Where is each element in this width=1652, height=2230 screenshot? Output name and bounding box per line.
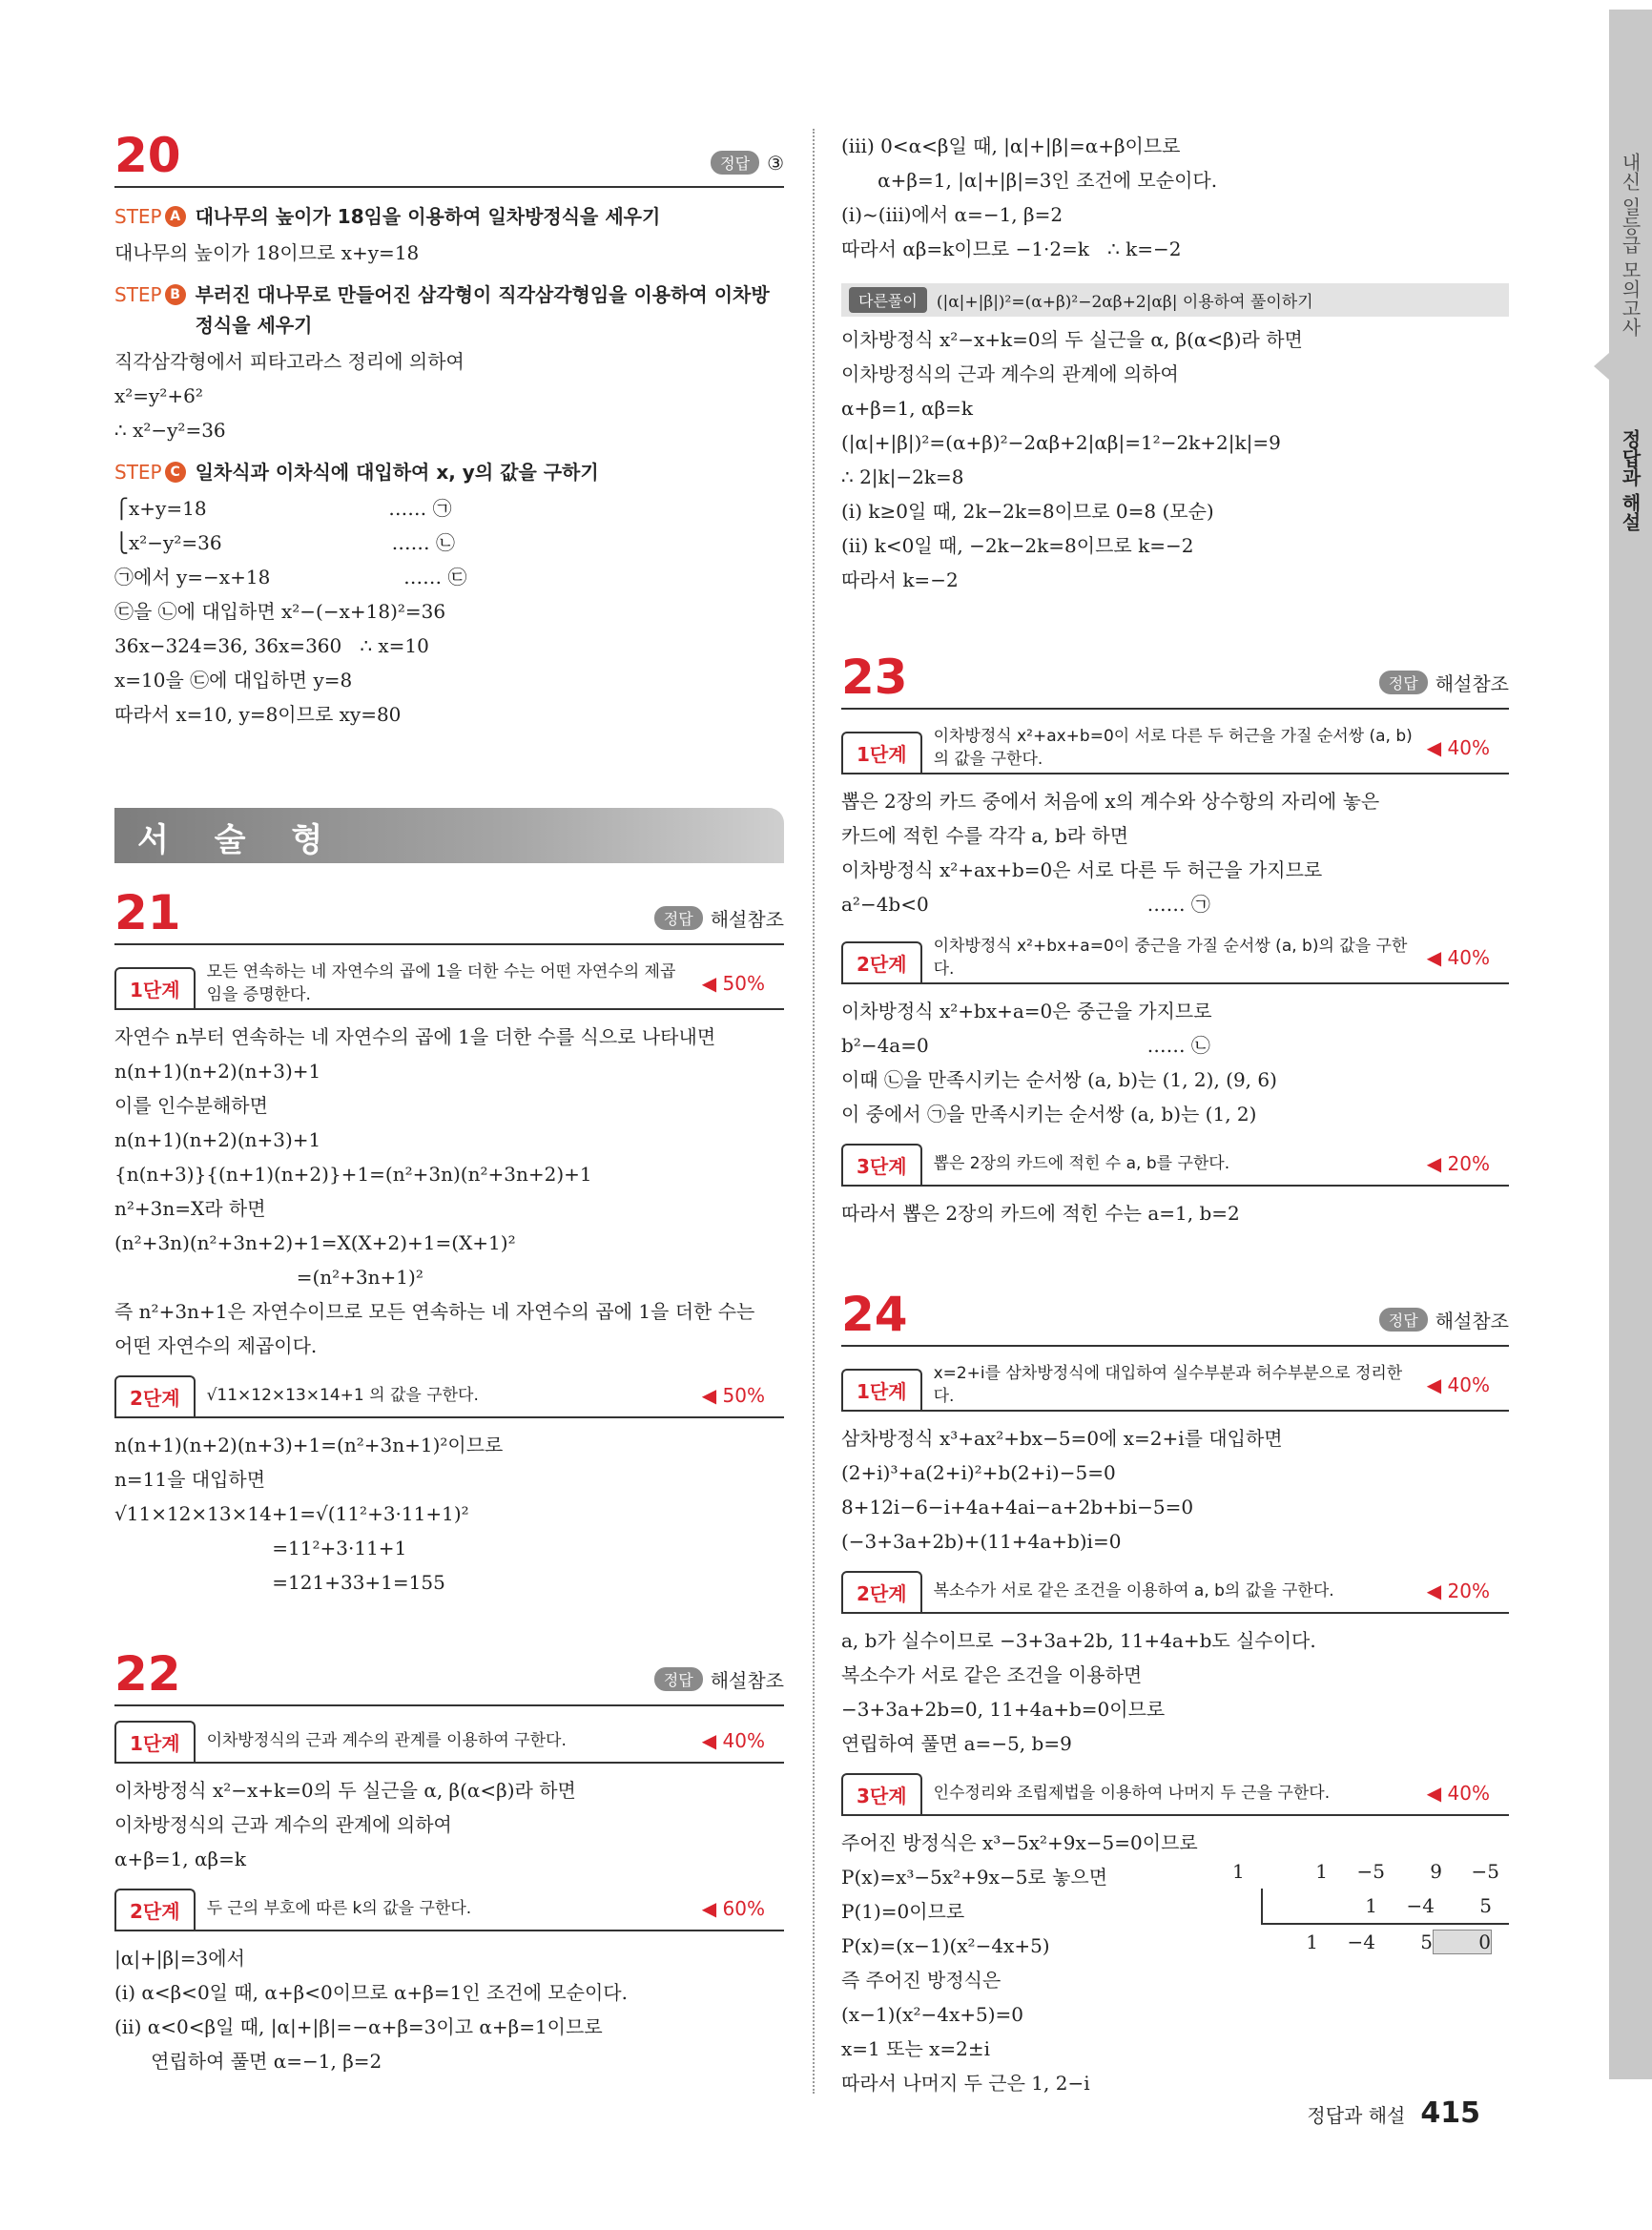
problem-number: 24 — [841, 1287, 908, 1342]
stage-3 — [841, 1143, 1509, 1187]
synthetic-division — [1232, 1854, 1509, 1959]
stage-label: 1단계 — [841, 1369, 922, 1410]
stage-label: 1단계 — [114, 1721, 196, 1762]
stage-1 — [841, 723, 1509, 774]
solution-line: 어떤 자연수의 제곱이다. — [114, 1334, 318, 1357]
answer-tag: 정답 — [1379, 1308, 1428, 1332]
stage-text: 이차방정식의 근과 계수의 관계를 이용하여 구한다. — [206, 1731, 567, 1750]
problem-number: 21 — [114, 885, 181, 940]
step-label-text: STEP — [114, 283, 162, 306]
synthetic-division-row — [1232, 1854, 1509, 1889]
step-a — [114, 201, 784, 232]
stage-percent: ◀ 60% — [701, 1897, 765, 1920]
solution-line: P(1)=0이므로 — [841, 1900, 965, 1923]
stage-text: 복소수가 서로 같은 조건을 이용하여 a, b의 값을 구한다. — [933, 1581, 1334, 1600]
step-b — [114, 279, 784, 341]
stage-2 — [114, 1374, 784, 1418]
coef: −4 — [1406, 1894, 1435, 1917]
step-c-label — [114, 457, 186, 487]
problem-23-header — [841, 650, 1509, 710]
coef: 1 — [1306, 1931, 1318, 1953]
stage-1 — [114, 1720, 784, 1764]
alt-line: 따라서 k=−2 — [841, 568, 959, 591]
solution-line: 연립하여 풀면 α=−1, β=2 — [114, 2050, 382, 2073]
side-tab-arrow-icon — [1594, 353, 1609, 380]
solution-line: (ⅱ) α<0<β일 때, |α|+|β|=−α+β=3이고 α+β=1이므로 — [114, 2015, 603, 2038]
answer-tag: 정답 — [1379, 671, 1428, 694]
problem-number: 22 — [114, 1646, 181, 1702]
answer-value: 해설참조 — [1435, 1310, 1509, 1332]
solution-line: (−3+3a+2b)+(11+4a+b)i=0 — [841, 1530, 1122, 1553]
step-c-line: 36x−324=36, 36x=360 ∴ x=10 — [114, 634, 429, 657]
stage-percent: ◀ 50% — [701, 972, 765, 995]
stage-2 — [841, 1570, 1509, 1614]
coef: 1 — [1365, 1894, 1377, 1917]
step-c — [114, 457, 784, 487]
answer — [654, 904, 784, 939]
problem-number: 20 — [114, 128, 181, 183]
alt-line: (|α|+|β|)²=(α+β)²−2αβ+2|αβ|=1²−2k+2|k|=9 — [841, 431, 1281, 454]
answer — [1379, 1306, 1509, 1341]
solution-line: x=1 또는 x=2±i — [841, 2037, 991, 2060]
problem-23 — [841, 650, 1509, 1230]
solution-line: =(n²+3n+1)² — [114, 1266, 423, 1289]
problem-number: 23 — [841, 650, 908, 705]
stage-label: 2단계 — [841, 1571, 922, 1612]
solution-line: {n(n+3)}{(n+1)(n+2)}+1=(n²+3n)(n²+3n+2)+1 — [114, 1163, 592, 1186]
answer-value: 해설참조 — [710, 908, 784, 931]
divisor: 1 — [1232, 1860, 1245, 1883]
step-b-line: x²=y²+6² — [114, 384, 203, 407]
problem-24 — [841, 1288, 1509, 2100]
step-c-line: x=10을 ㉢에 대입하면 y=8 — [114, 669, 353, 692]
solution-line: 카드에 적힌 수를 각각 a, b라 하면 — [841, 824, 1129, 847]
step-b-title: 부러진 대나무로 만들어진 삼각형이 직각삼각형임을 이용하여 이차방정식을 세우기 — [195, 283, 770, 337]
stage-percent: ◀ 20% — [1426, 1580, 1490, 1602]
alternative-solution-header — [841, 283, 1509, 317]
stage-label: 3단계 — [841, 1144, 922, 1185]
solution-line: P(x)=x³−5x²+9x−5로 놓으면 — [841, 1866, 1108, 1889]
solution-line: =11²+3·11+1 — [114, 1537, 407, 1559]
solution-line: n(n+1)(n+2)(n+3)+1 — [114, 1060, 321, 1083]
alt-line: (ⅰ) k≥0일 때, 2k−2k=8이므로 0=8 (모순) — [841, 500, 1214, 523]
solution-line: n(n+1)(n+2)(n+3)+1=(n²+3n+1)²이므로 — [114, 1434, 504, 1456]
solution-line: (n²+3n)(n²+3n+2)+1=X(X+2)+1=(X+1)² — [114, 1231, 516, 1254]
step-letter-icon: B — [165, 284, 186, 305]
coef: −5 — [1471, 1860, 1499, 1883]
stage-label: 1단계 — [114, 967, 196, 1008]
solution-line: α+β=1, αβ=k — [114, 1848, 246, 1870]
synthetic-division-row — [1270, 1925, 1509, 1959]
remainder: 0 — [1433, 1930, 1492, 1954]
solution-line: P(x)=(x−1)(x²−4x+5) — [841, 1934, 1050, 1957]
stage-label: 1단계 — [841, 732, 922, 773]
problem-24-header — [841, 1288, 1509, 1347]
stage-label: 2단계 — [114, 1375, 196, 1416]
solution-line: 이차방정식 x²+bx+a=0은 중근을 가지므로 — [841, 1000, 1212, 1022]
solution-line: a²−4b<0 …… ㉠ — [841, 893, 1210, 916]
solution-line: 이때 ㉡을 만족시키는 순서쌍 (a, b)는 (1, 2), (9, 6) — [841, 1068, 1277, 1091]
solution-line: |α|+|β|=3에서 — [114, 1947, 245, 1970]
alternative-title: (|α|+|β|)²=(α+β)²−2αβ+2|αβ| 이용하여 풀이하기 — [936, 293, 1313, 312]
solution-line: (ⅰ) α<β<0일 때, α+β<0이므로 α+β=1인 조건에 모순이다. — [114, 1981, 628, 2004]
stage-1 — [841, 1360, 1509, 1412]
alt-line: α+β=1, αβ=k — [841, 397, 973, 420]
solution-line: 이차방정식 x²−x+k=0의 두 실근을 α, β(α<β)라 하면 — [114, 1779, 576, 1802]
stage-percent: ◀ 40% — [701, 1729, 765, 1752]
synthetic-division-row — [1261, 1889, 1509, 1925]
page-number: 415 — [1420, 2096, 1480, 2130]
answer-value: 해설참조 — [1435, 672, 1509, 695]
alt-line: ∴ 2|k|−2k=8 — [841, 465, 964, 488]
stage-2 — [114, 1888, 784, 1931]
left-column — [114, 129, 784, 2078]
stage-text: 뽑은 2장의 카드에 적힌 수 a, b를 구한다. — [933, 1154, 1230, 1173]
alt-line: 이차방정식의 근과 계수의 관계에 의하여 — [841, 362, 1179, 385]
step-a-line: 대나무의 높이가 18이므로 x+y=18 — [114, 241, 420, 264]
problem-20-header — [114, 129, 784, 188]
step-b-line: 직각삼각형에서 피타고라스 정리에 의하여 — [114, 350, 465, 373]
step-b-label — [114, 279, 186, 310]
solution-line: 이를 인수분해하면 — [114, 1094, 268, 1117]
stage-text: x=2+i를 삼차방정식에 대입하여 실수부분과 허수부분으로 정리한다. — [933, 1364, 1403, 1406]
step-a-title: 대나무의 높이가 18임을 이용하여 일차방정식을 세우기 — [195, 205, 661, 228]
solution-line: (x−1)(x²−4x+5)=0 — [841, 2003, 1023, 2026]
stage-percent: ◀ 40% — [1426, 1373, 1490, 1396]
solution-line: 자연수 n부터 연속하는 네 자연수의 곱에 1을 더한 수를 식으로 나타내면 — [114, 1025, 716, 1048]
solution-line: 복소수가 서로 같은 조건을 이용하면 — [841, 1663, 1143, 1686]
stage-label: 3단계 — [841, 1773, 922, 1814]
alt-line: 이차방정식 x²−x+k=0의 두 실근을 α, β(α<β)라 하면 — [841, 328, 1303, 351]
problem-20 — [114, 129, 784, 732]
answer-value: ③ — [767, 151, 784, 175]
coef: −4 — [1347, 1931, 1375, 1953]
solution-line: 이차방정식 x²+ax+b=0은 서로 다른 두 허근을 가지므로 — [841, 858, 1323, 881]
stage-percent: ◀ 50% — [701, 1384, 765, 1407]
solution-line: 주어진 방정식은 x³−5x²+9x−5=0이므로 — [841, 1831, 1198, 1854]
solution-line: 연립하여 풀면 a=−5, b=9 — [841, 1732, 1072, 1755]
footer-label: 정답과 해설 — [1307, 2104, 1406, 2127]
side-tab — [1609, 10, 1652, 2079]
side-tab-top-label: 내신 일등급 모의고사 — [1619, 153, 1642, 337]
step-c-line: 따라서 x=10, y=8이므로 xy=80 — [114, 703, 402, 726]
solution-line: 삼차방정식 x³+ax²+bx−5=0에 x=2+i를 대입하면 — [841, 1427, 1283, 1450]
step-letter-icon: C — [165, 462, 186, 483]
stage-text: 모든 연속하는 네 자연수의 곱에 1을 더한 수는 어떤 자연수의 제곱임을 증명한다. — [206, 962, 676, 1004]
answer — [654, 1665, 784, 1701]
stage-3 — [841, 1772, 1509, 1816]
solution-line: 따라서 αβ=k이므로 −1·2=k ∴ k=−2 — [841, 237, 1182, 260]
stage-2 — [841, 933, 1509, 984]
answer-value: 해설참조 — [710, 1669, 784, 1692]
solution-line: √11×12×13×14+1=√(11²+3·11+1)² — [114, 1502, 469, 1525]
solution-line: a, b가 실수이므로 −3+3a+2b, 11+4a+b도 실수이다. — [841, 1629, 1316, 1652]
solution-line: 이 중에서 ㉠을 만족시키는 순서쌍 (a, b)는 (1, 2) — [841, 1103, 1257, 1125]
stage-percent: ◀ 40% — [1426, 946, 1490, 969]
solution-line: (2+i)³+a(2+i)²+b(2+i)−5=0 — [841, 1461, 1116, 1484]
stage-percent: ◀ 40% — [1426, 736, 1490, 759]
answer-tag: 정답 — [654, 906, 703, 930]
coef: 5 — [1479, 1894, 1492, 1917]
solution-line: 즉 n²+3n+1은 자연수이므로 모든 연속하는 네 자연수의 곱에 1을 더한 수는 — [114, 1300, 755, 1323]
problem-21-header — [114, 886, 784, 945]
step-c-line: ㉢을 ㉡에 대입하면 x²−(−x+18)²=36 — [114, 600, 446, 623]
page-footer — [1307, 2096, 1480, 2130]
stage-1 — [114, 959, 784, 1010]
solution-line: (ⅰ)~(ⅲ)에서 α=−1, β=2 — [841, 203, 1063, 226]
coef: 9 — [1430, 1860, 1442, 1883]
section-title: 서 술 형 — [137, 821, 341, 859]
answer — [1379, 669, 1509, 704]
step-c-line: ㉠에서 y=−x+18 …… ㉢ — [114, 566, 467, 588]
alternative-tag: 다른풀이 — [849, 287, 927, 313]
stage-text: 이차방정식 x²+ax+b=0이 서로 다른 두 허근을 가질 순서쌍 (a, b)의 값을 구한다. — [933, 727, 1413, 769]
step-c-line: ⎩x²−y²=36 …… ㉡ — [114, 531, 455, 554]
step-c-line: ⎧x+y=18 …… ㉠ — [114, 497, 452, 520]
column-divider — [813, 129, 815, 2094]
problem-22 — [114, 1647, 784, 2078]
step-a-label — [114, 201, 186, 232]
solution-line: n(n+1)(n+2)(n+3)+1 — [114, 1128, 321, 1151]
solution-line: =121+33+1=155 — [114, 1571, 445, 1594]
step-c-title: 일차식과 이차식에 대입하여 x, y의 값을 구하기 — [195, 461, 599, 484]
right-column — [841, 129, 1509, 2100]
solution-line: n²+3n=X라 하면 — [114, 1197, 266, 1220]
answer — [711, 151, 784, 182]
stage-percent: ◀ 20% — [1426, 1152, 1490, 1175]
coef: 5 — [1420, 1931, 1433, 1953]
problem-21 — [114, 886, 784, 1600]
stage-3-body — [841, 1826, 1509, 2100]
stage-text: √11×12×13×14+1 의 값을 구한다. — [206, 1386, 479, 1405]
stage-label: 2단계 — [114, 1889, 196, 1930]
step-label-text: STEP — [114, 461, 162, 484]
step-label-text: STEP — [114, 205, 162, 228]
side-tab-bottom-label: 정답과 해설 — [1619, 429, 1642, 531]
stage-text: 이차방정식 x²+bx+a=0이 중근을 가질 순서쌍 (a, b)의 값을 구한다. — [933, 937, 1408, 979]
stage-percent: ◀ 40% — [1426, 1782, 1490, 1805]
coef: 1 — [1315, 1860, 1328, 1883]
stage-text: 인수정리와 조립제법을 이용하여 나머지 두 근을 구한다. — [933, 1784, 1331, 1803]
solution-line: (ⅲ) 0<α<β일 때, |α|+|β|=α+β이므로 — [841, 134, 1181, 157]
solution-line: 뽑은 2장의 카드 중에서 처음에 x의 계수와 상수항의 자리에 놓은 — [841, 790, 1380, 813]
solution-line: 따라서 뽑은 2장의 카드에 적힌 수는 a=1, b=2 — [841, 1202, 1240, 1225]
solution-line: 따라서 나머지 두 근은 1, 2−i — [841, 2072, 1090, 2095]
step-b-line: ∴ x²−y²=36 — [114, 419, 226, 442]
problem-22-header — [114, 1647, 784, 1706]
solution-line: b²−4a=0 …… ㉡ — [841, 1034, 1210, 1057]
stage-text: 두 근의 부호에 따른 k의 값을 구한다. — [206, 1899, 472, 1918]
solution-line: α+β=1, |α|+|β|=3인 조건에 모순이다. — [841, 169, 1218, 192]
solution-line: 이차방정식의 근과 계수의 관계에 의하여 — [114, 1813, 452, 1836]
coef: −5 — [1356, 1860, 1385, 1883]
solution-line: n=11을 대입하면 — [114, 1468, 266, 1491]
section-banner — [114, 808, 784, 863]
step-letter-icon: A — [165, 206, 186, 227]
solution-line: 8+12i−6−i+4a+4ai−a+2b+bi−5=0 — [841, 1496, 1194, 1518]
solution-line: 즉 주어진 방정식은 — [841, 1969, 1002, 1992]
alt-line: (ⅱ) k<0일 때, −2k−2k=8이므로 k=−2 — [841, 534, 1194, 557]
answer-tag: 정답 — [711, 151, 759, 175]
problem-22-continued — [841, 129, 1509, 597]
solution-line: −3+3a+2b=0, 11+4a+b=0이므로 — [841, 1698, 1166, 1721]
stage-label: 2단계 — [841, 941, 922, 982]
answer-tag: 정답 — [654, 1667, 703, 1691]
